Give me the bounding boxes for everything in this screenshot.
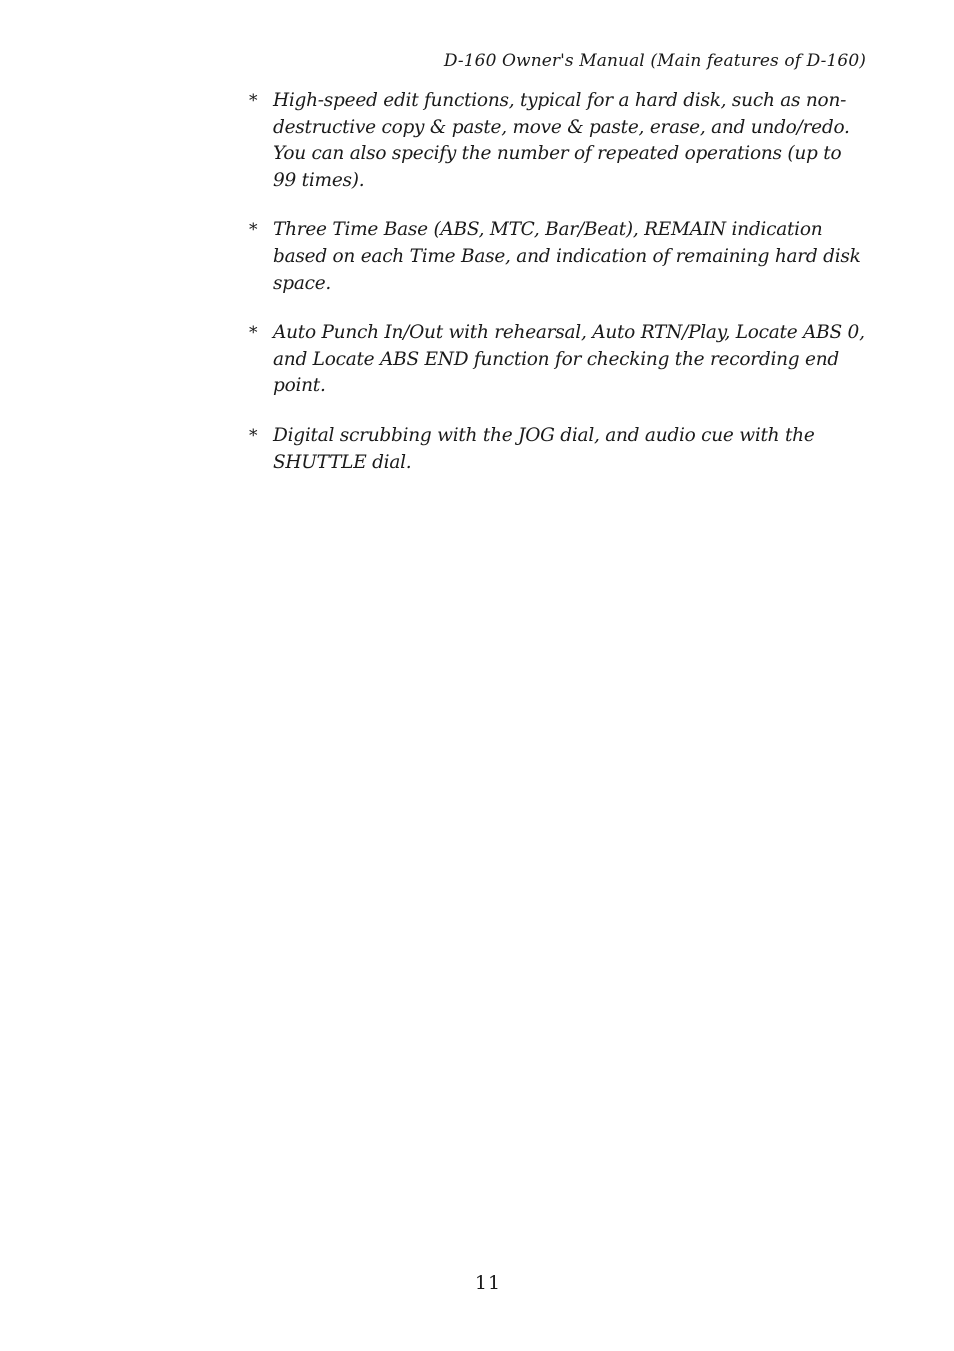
list-item-text: Digital scrubbing with the JOG dial, and audio cue with the SHUTTLE dial. <box>273 424 815 473</box>
bullet-asterisk: * <box>249 220 258 241</box>
running-header: D-160 Owner's Manual (Main features of D-160) <box>443 51 866 71</box>
bullet-asterisk: * <box>249 425 258 446</box>
bullet-asterisk: * <box>249 323 258 344</box>
page-number: 11 <box>474 1272 502 1294</box>
list-item <box>249 320 869 400</box>
list-item <box>249 217 869 297</box>
list-item <box>249 423 869 476</box>
list-item-text: High-speed edit functions, typical for a hard disk, such as non-destructive copy & paste, move & paste, erase, and undo/redo. You can also specify the number of repeated operations (up to 99 times). <box>273 90 850 191</box>
bullet-asterisk: * <box>249 91 258 111</box>
list-item-text: Auto Punch In/Out with rehearsal, Auto RTN/Play, Locate ABS 0, and Locate ABS END function for checking the recording end point. <box>273 322 865 397</box>
feature-list <box>249 88 869 499</box>
list-item <box>249 88 869 194</box>
list-item-text: Three Time Base (ABS, MTC, Bar/Beat), REMAIN indication based on each Time Base, and indication of remaining hard disk space. <box>273 219 861 294</box>
